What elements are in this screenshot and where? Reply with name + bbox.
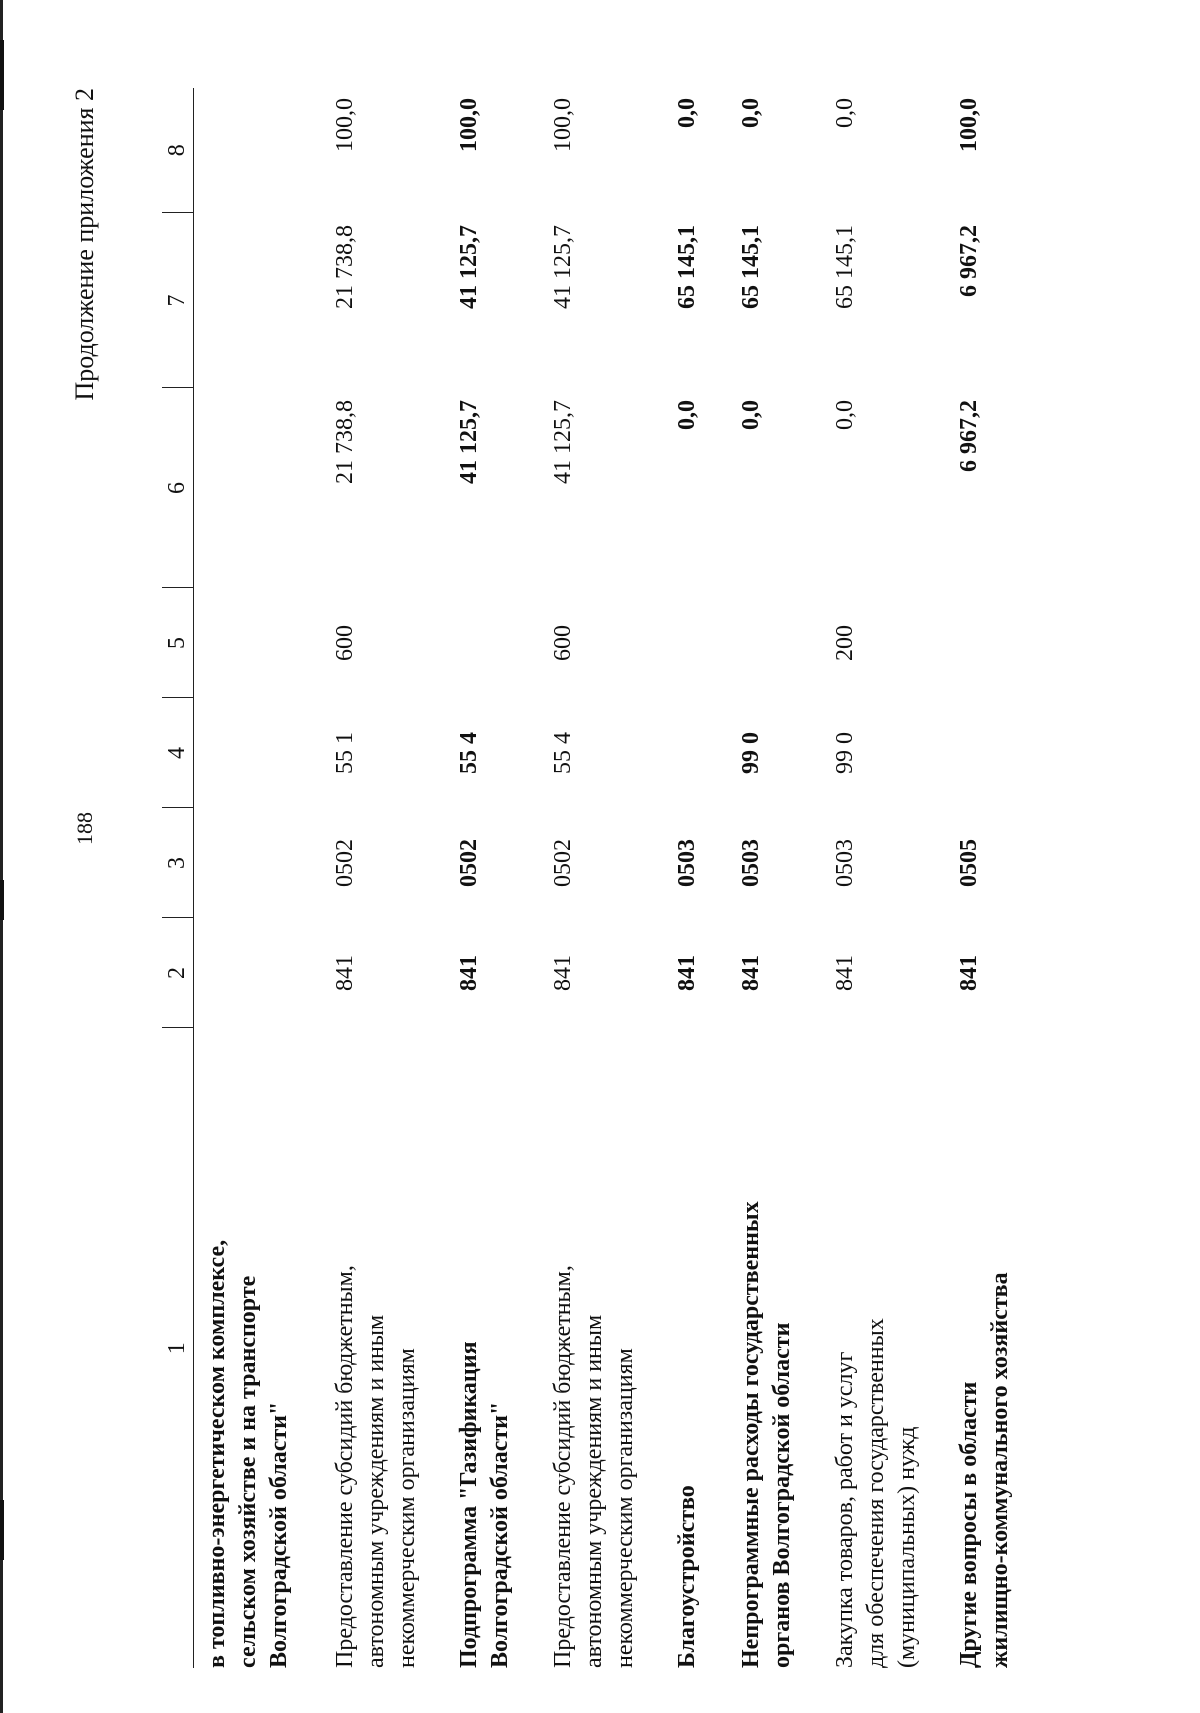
cell-value-8: 0,0 [738, 98, 764, 128]
cell-value-6: 0,0 [832, 400, 858, 430]
row-name: Предоставление субсидий бюджетным, автономным учреждениям и иным некоммерческим организациям [332, 1265, 420, 1668]
table-row [830, 88, 954, 1668]
cell-value-8: 100,0 [456, 98, 482, 152]
cell-value-7: 21 738,8 [332, 225, 358, 309]
cell-value-6: 6 967,2 [956, 400, 982, 472]
cell-value-7: 65 145,1 [738, 225, 764, 309]
cell-section: 0502 [456, 839, 482, 887]
table-header-row [162, 88, 194, 1668]
cell-value-8: 0,0 [832, 98, 858, 128]
scan-mark [0, 40, 4, 110]
cell-section [194, 808, 331, 918]
row-name-cell [954, 1028, 1024, 1668]
cell-expense-type [454, 588, 548, 698]
cell-ministry: 841 [674, 955, 700, 991]
cell-value-8: 100,0 [550, 98, 576, 152]
cell-value-6: 0,0 [674, 400, 700, 430]
cell-target: 55 1 [332, 732, 358, 774]
column-header: 2 [162, 918, 194, 1028]
column-header: 5 [162, 588, 194, 698]
cell-expense-type: 200 [832, 625, 858, 661]
column-header: 3 [162, 808, 194, 918]
continuation-note: Продолжение приложения 2 [70, 88, 99, 401]
cell-ministry: 841 [456, 955, 482, 991]
cell-value-7: 6 967,2 [956, 225, 982, 297]
cell-value-7: 41 125,7 [456, 225, 482, 309]
cell-section: 0505 [956, 839, 982, 887]
cell-value-8: 0,0 [674, 98, 700, 128]
cell-ministry: 841 [738, 955, 764, 991]
cell-expense-type [954, 588, 1024, 698]
row-name: в топливно-энергетическом комплексе, сельском хозяйстве и на транспорте Волгоградской области" [204, 1239, 292, 1668]
table-row [548, 88, 672, 1668]
cell-expense-type: 600 [332, 625, 358, 661]
cell-ministry: 841 [332, 955, 358, 991]
cell-section: 0503 [832, 839, 858, 887]
cell-target: 55 4 [550, 732, 576, 774]
cell-target [672, 698, 736, 808]
cell-target [194, 698, 331, 808]
column-header: 4 [162, 698, 194, 808]
row-name: Непрограммные расходы государственных органов Волгоградской области [738, 1201, 795, 1668]
cell-value-7: 41 125,7 [550, 225, 576, 309]
cell-ministry: 841 [956, 955, 982, 991]
cell-value-8: 100,0 [332, 98, 358, 152]
cell-section: 0503 [674, 839, 700, 887]
cell-section: 0503 [738, 839, 764, 887]
cell-value-6: 41 125,7 [550, 400, 576, 484]
cell-target: 99 0 [832, 732, 858, 774]
column-header: 8 [162, 88, 194, 213]
cell-ministry: 841 [550, 955, 576, 991]
cell-value-7: 65 145,1 [832, 225, 858, 309]
column-header: 6 [162, 388, 194, 588]
row-name: Закупка товаров, работ и услуг для обеспечения государственных (муниципальных) нужд [832, 1318, 920, 1668]
cell-target: 55 4 [456, 732, 482, 774]
row-name-cell [330, 1028, 454, 1668]
row-name-cell [194, 1028, 331, 1668]
cell-value-8: 100,0 [956, 98, 982, 152]
cell-value-6 [194, 388, 331, 588]
scan-mark [0, 880, 4, 920]
cell-section: 0502 [332, 839, 358, 887]
cell-expense-type [672, 588, 736, 698]
cell-ministry: 841 [832, 955, 858, 991]
row-name-cell [672, 1028, 736, 1668]
cell-target [954, 698, 1024, 808]
scan-mark [0, 1500, 4, 1560]
row-name: Подпрограмма "Газификация Волгоградской области" [456, 1341, 513, 1668]
table-row [194, 88, 331, 1668]
row-name-cell [548, 1028, 672, 1668]
table-row [330, 88, 454, 1668]
cell-value-6: 0,0 [738, 400, 764, 430]
row-name-cell [454, 1028, 548, 1668]
cell-expense-type [194, 588, 331, 698]
scan-left-edge [0, 0, 3, 1713]
cell-expense-type: 600 [550, 625, 576, 661]
cell-section: 0502 [550, 839, 576, 887]
budget-table [162, 88, 1024, 1668]
table-row [672, 88, 736, 1668]
cell-expense-type [736, 588, 830, 698]
cell-value-8 [194, 88, 331, 213]
row-name-cell [830, 1028, 954, 1668]
rotated-table-frame [70, 88, 1070, 1668]
cell-value-6: 21 738,8 [332, 400, 358, 484]
cell-value-7: 65 145,1 [674, 225, 700, 309]
table-row [954, 88, 1024, 1668]
table-row [736, 88, 830, 1668]
page-number: 188 [72, 812, 97, 845]
column-header: 1 [162, 1028, 194, 1668]
row-name: Предоставление субсидий бюджетным, автономным учреждениям и иным некоммерческим организациям [550, 1265, 638, 1668]
column-header: 7 [162, 213, 194, 388]
table-row [454, 88, 548, 1668]
row-name-cell [736, 1028, 830, 1668]
row-name: Другие вопросы в области жилищно-коммунального хозяйства [956, 1272, 1013, 1668]
cell-ministry [194, 918, 331, 1028]
row-name: Благоустройство [674, 1485, 700, 1668]
cell-value-7 [194, 213, 331, 388]
cell-value-6: 41 125,7 [456, 400, 482, 484]
cell-target: 99 0 [738, 732, 764, 774]
